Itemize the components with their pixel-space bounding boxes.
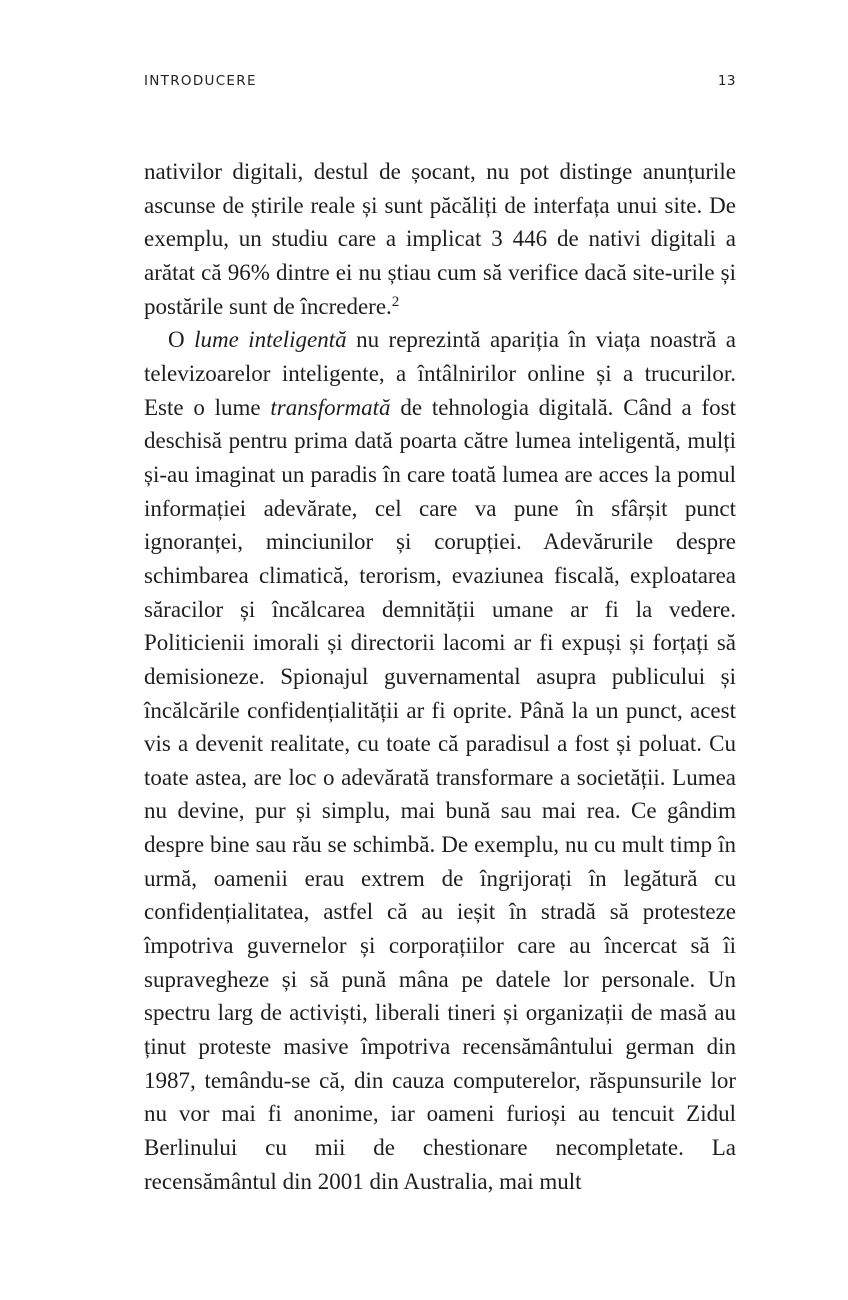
italic-lume-inteligenta: lume inteligentă bbox=[194, 327, 347, 353]
italic-transformata: transformată bbox=[270, 394, 391, 420]
paragraph-1 bbox=[144, 155, 736, 323]
paragraph-2-middle: nu reprezintă apariția în viața noastră a televizoarelor inteligente, a întâlnirilor online și a trucurilor. Este o lume bbox=[144, 327, 736, 420]
body-text bbox=[144, 155, 736, 1198]
page-number: 13 bbox=[717, 73, 736, 89]
footnote-ref: 2 bbox=[391, 293, 400, 310]
paragraph-1-text: nativilor digitali, destul de șocant, nu pot distinge anunțurile ascunse de știrile reale și sunt păcăliți de interfața unui site. De exemplu, un studiu care a implicat 3 446 de nativi digitali a arătat că 96% dintre ei nu știau cum să verifice dacă site-urile și postările sunt de încredere. bbox=[144, 159, 736, 319]
section-title: INTRODUCERE bbox=[144, 73, 257, 89]
paragraph-2-rest: de tehnologia digitală. Când a fost deschisă pentru prima dată poarta către lumea inteligentă, mulți și-au imaginat un paradis în care toată lumea are acces la pomul informației adevărate, cel care va pune în sfârșit punct ignoranței, minciunilor și corupției. Adevărurile despre schimbarea climatică, terorism, evaziunea fiscală, exploatarea săracilor și încălcarea demnității umane ar fi la vedere. Politicienii imorali și directorii lacomi ar fi expuși și forțați să demisioneze. Spionajul guvernamental asupra publicului și încălcările confidențialității ar fi oprite. Până la un punct, acest vis a devenit realitate, cu toate că paradisul a fost și poluat. Cu toate astea, are loc o adevărată transformare a societății. Lumea nu devine, pur și simplu, mai bună sau mai rea. Ce gândim despre bine sau rău se schimbă. De exemplu, nu cu mult timp în urmă, oamenii erau extrem de îngrijorați în legătură cu confidențialitatea, astfel că au ieșit în stradă să protesteze împotriva guvernelor și corporațiilor care au încercat să îi supravegheze și să pună mâna pe datele lor personale. Un spectru larg de activiști, liberali tineri și organizații de masă au ținut proteste masive împotriva recensământului german din 1987, temându-se că, din cauza computerelor, răspunsurile lor nu vor mai fi anonime, iar oameni furioși au tencuit Zidul Berlinului cu mii de chestionare necompletate. La recensământul din 2001 din Australia, mai mult bbox=[144, 394, 737, 1194]
running-head bbox=[144, 73, 736, 95]
paragraph-2-opening: O bbox=[168, 327, 195, 353]
paragraph-2 bbox=[144, 323, 736, 1198]
